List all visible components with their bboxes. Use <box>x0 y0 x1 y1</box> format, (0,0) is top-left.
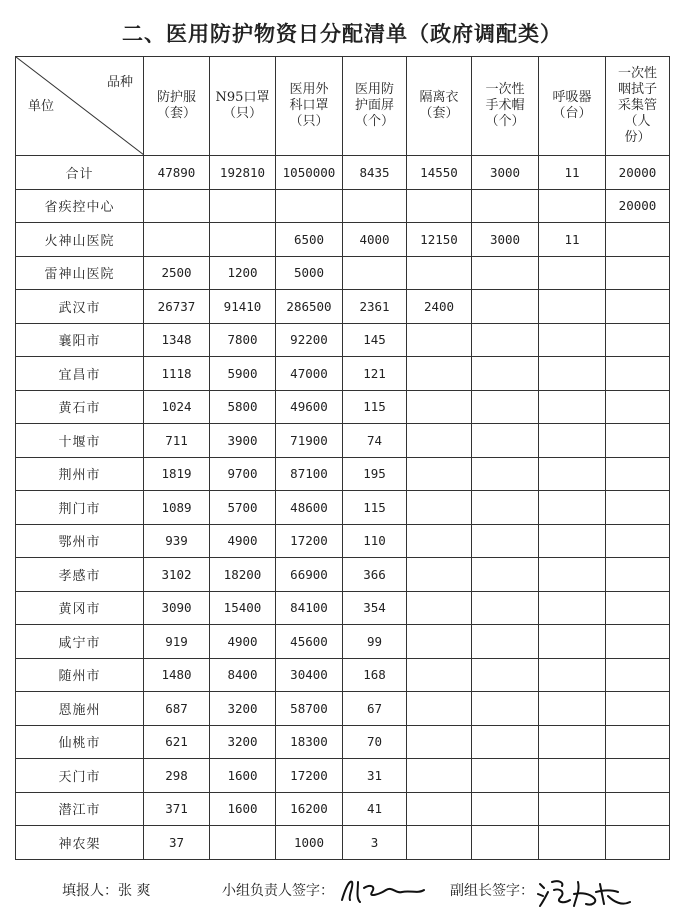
quantity-cell <box>539 424 606 458</box>
quantity-cell: 3102 <box>144 558 210 592</box>
unit-name-cell: 雷神山医院 <box>16 256 144 290</box>
quantity-cell <box>472 792 539 826</box>
column-header: 呼吸器 （台） <box>539 57 606 156</box>
quantity-cell: 66900 <box>276 558 343 592</box>
table-row <box>16 792 670 826</box>
quantity-cell: 3000 <box>472 156 539 190</box>
table-row <box>16 189 670 223</box>
table-row <box>16 223 670 257</box>
quantity-cell: 91410 <box>210 290 276 324</box>
quantity-cell <box>472 357 539 391</box>
quantity-cell: 5000 <box>276 256 343 290</box>
quantity-cell: 18300 <box>276 725 343 759</box>
quantity-cell <box>407 591 472 625</box>
quantity-cell: 1480 <box>144 658 210 692</box>
column-header: 医用防 护面屏 （个） <box>343 57 407 156</box>
quantity-cell <box>539 524 606 558</box>
table-row <box>16 491 670 525</box>
quantity-cell <box>606 424 670 458</box>
quantity-cell: 354 <box>343 591 407 625</box>
quantity-cell <box>606 323 670 357</box>
unit-name-cell: 省疾控中心 <box>16 189 144 223</box>
quantity-cell: 711 <box>144 424 210 458</box>
quantity-cell <box>606 256 670 290</box>
unit-name-cell: 咸宁市 <box>16 625 144 659</box>
quantity-cell: 4000 <box>343 223 407 257</box>
unit-name-cell: 鄂州市 <box>16 524 144 558</box>
unit-name-cell: 天门市 <box>16 759 144 793</box>
signature-footer <box>0 876 684 906</box>
quantity-cell <box>539 323 606 357</box>
quantity-cell <box>606 223 670 257</box>
quantity-cell: 12150 <box>407 223 472 257</box>
quantity-cell: 168 <box>343 658 407 692</box>
quantity-cell: 67 <box>343 692 407 726</box>
unit-name-cell: 黄石市 <box>16 390 144 424</box>
quantity-cell <box>407 390 472 424</box>
table-row <box>16 759 670 793</box>
quantity-cell: 31 <box>343 759 407 793</box>
column-header: 隔离衣 （套） <box>407 57 472 156</box>
header-row <box>16 57 670 156</box>
unit-name-cell: 孝感市 <box>16 558 144 592</box>
quantity-cell: 1024 <box>144 390 210 424</box>
quantity-cell <box>606 826 670 860</box>
quantity-cell: 3000 <box>472 223 539 257</box>
quantity-cell <box>407 457 472 491</box>
quantity-cell: 15400 <box>210 591 276 625</box>
quantity-cell: 7800 <box>210 323 276 357</box>
quantity-cell <box>606 591 670 625</box>
quantity-cell <box>539 491 606 525</box>
quantity-cell: 1118 <box>144 357 210 391</box>
quantity-cell <box>472 491 539 525</box>
quantity-cell: 41 <box>343 792 407 826</box>
quantity-cell <box>539 591 606 625</box>
quantity-cell <box>472 558 539 592</box>
quantity-cell: 49600 <box>276 390 343 424</box>
quantity-cell: 3200 <box>210 692 276 726</box>
table-row <box>16 591 670 625</box>
quantity-cell <box>407 524 472 558</box>
quantity-cell <box>472 725 539 759</box>
column-header: 防护服 （套） <box>144 57 210 156</box>
quantity-cell <box>407 323 472 357</box>
column-header: N95口罩 （只） <box>210 57 276 156</box>
quantity-cell <box>407 558 472 592</box>
quantity-cell: 371 <box>144 792 210 826</box>
quantity-cell <box>606 792 670 826</box>
quantity-cell: 45600 <box>276 625 343 659</box>
quantity-cell: 286500 <box>276 290 343 324</box>
quantity-cell <box>407 792 472 826</box>
unit-name-cell: 潜江市 <box>16 792 144 826</box>
quantity-cell <box>144 223 210 257</box>
quantity-cell: 92200 <box>276 323 343 357</box>
quantity-cell <box>606 457 670 491</box>
quantity-cell: 87100 <box>276 457 343 491</box>
quantity-cell <box>472 759 539 793</box>
quantity-cell: 5900 <box>210 357 276 391</box>
quantity-cell: 192810 <box>210 156 276 190</box>
quantity-cell <box>343 189 407 223</box>
quantity-cell: 919 <box>144 625 210 659</box>
quantity-cell: 4900 <box>210 625 276 659</box>
quantity-cell: 1600 <box>210 792 276 826</box>
quantity-cell: 4900 <box>210 524 276 558</box>
quantity-cell: 48600 <box>276 491 343 525</box>
quantity-cell <box>539 792 606 826</box>
quantity-cell: 3 <box>343 826 407 860</box>
quantity-cell <box>472 290 539 324</box>
quantity-cell: 121 <box>343 357 407 391</box>
quantity-cell <box>539 725 606 759</box>
quantity-cell: 30400 <box>276 658 343 692</box>
table-row <box>16 357 670 391</box>
unit-name-cell: 荆州市 <box>16 457 144 491</box>
quantity-cell <box>606 390 670 424</box>
quantity-cell: 74 <box>343 424 407 458</box>
quantity-cell: 1000 <box>276 826 343 860</box>
table-body <box>16 156 670 860</box>
quantity-cell <box>144 189 210 223</box>
quantity-cell <box>606 290 670 324</box>
unit-name-cell: 十堰市 <box>16 424 144 458</box>
table-row <box>16 323 670 357</box>
quantity-cell: 2500 <box>144 256 210 290</box>
quantity-cell: 11 <box>539 156 606 190</box>
corner-label-variety: 品种 <box>106 75 133 90</box>
quantity-cell <box>539 625 606 659</box>
quantity-cell <box>539 558 606 592</box>
quantity-cell <box>606 658 670 692</box>
quantity-cell: 366 <box>343 558 407 592</box>
column-header: 一次性 手术帽 （个） <box>472 57 539 156</box>
quantity-cell: 110 <box>343 524 407 558</box>
quantity-cell: 2400 <box>407 290 472 324</box>
quantity-cell <box>539 826 606 860</box>
quantity-cell: 70 <box>343 725 407 759</box>
quantity-cell: 298 <box>144 759 210 793</box>
quantity-cell: 1200 <box>210 256 276 290</box>
quantity-cell <box>472 826 539 860</box>
quantity-cell <box>407 357 472 391</box>
quantity-cell <box>472 256 539 290</box>
quantity-cell <box>606 625 670 659</box>
quantity-cell <box>606 357 670 391</box>
quantity-cell: 99 <box>343 625 407 659</box>
deputy-signature-image <box>534 876 634 910</box>
quantity-cell <box>472 591 539 625</box>
quantity-cell <box>210 223 276 257</box>
table-row <box>16 424 670 458</box>
quantity-cell: 14550 <box>407 156 472 190</box>
quantity-cell <box>539 357 606 391</box>
quantity-cell <box>472 424 539 458</box>
unit-name-cell: 武汉市 <box>16 290 144 324</box>
unit-name-cell: 襄阳市 <box>16 323 144 357</box>
unit-name-cell: 黄冈市 <box>16 591 144 625</box>
unit-name-cell: 荆门市 <box>16 491 144 525</box>
quantity-cell <box>539 189 606 223</box>
quantity-cell <box>539 256 606 290</box>
quantity-cell: 687 <box>144 692 210 726</box>
quantity-cell <box>407 256 472 290</box>
quantity-cell: 18200 <box>210 558 276 592</box>
quantity-cell <box>606 692 670 726</box>
quantity-cell: 1348 <box>144 323 210 357</box>
quantity-cell: 939 <box>144 524 210 558</box>
filler-label: 填报人：张 爽 <box>62 883 151 899</box>
quantity-cell <box>472 658 539 692</box>
quantity-cell: 3090 <box>144 591 210 625</box>
unit-name-cell: 仙桃市 <box>16 725 144 759</box>
table-row <box>16 826 670 860</box>
quantity-cell: 5700 <box>210 491 276 525</box>
quantity-cell: 8435 <box>343 156 407 190</box>
quantity-cell <box>472 390 539 424</box>
quantity-cell: 621 <box>144 725 210 759</box>
unit-name-cell: 宜昌市 <box>16 357 144 391</box>
quantity-cell <box>343 256 407 290</box>
quantity-cell <box>472 692 539 726</box>
unit-name-cell: 恩施州 <box>16 692 144 726</box>
quantity-cell <box>539 658 606 692</box>
quantity-cell <box>539 390 606 424</box>
quantity-cell <box>210 826 276 860</box>
quantity-cell <box>472 625 539 659</box>
quantity-cell: 2361 <box>343 290 407 324</box>
corner-header-cell <box>16 57 144 156</box>
table-row <box>16 658 670 692</box>
quantity-cell: 58700 <box>276 692 343 726</box>
quantity-cell <box>407 759 472 793</box>
quantity-cell: 71900 <box>276 424 343 458</box>
quantity-cell: 1050000 <box>276 156 343 190</box>
corner-label-unit: 单位 <box>28 99 55 114</box>
quantity-cell <box>407 725 472 759</box>
quantity-cell: 8400 <box>210 658 276 692</box>
quantity-cell: 3900 <box>210 424 276 458</box>
table-row <box>16 692 670 726</box>
leader-signature-label: 小组负责人签字： <box>222 883 334 899</box>
column-header: 一次性 咽拭子 采集管 （人 份） <box>606 57 670 156</box>
quantity-cell <box>539 692 606 726</box>
quantity-cell: 47890 <box>144 156 210 190</box>
unit-name-cell: 随州市 <box>16 658 144 692</box>
table-row <box>16 156 670 190</box>
quantity-cell <box>606 725 670 759</box>
quantity-cell <box>606 491 670 525</box>
quantity-cell: 11 <box>539 223 606 257</box>
quantity-cell: 1089 <box>144 491 210 525</box>
quantity-cell <box>407 189 472 223</box>
unit-name-cell: 神农架 <box>16 826 144 860</box>
quantity-cell <box>407 826 472 860</box>
quantity-cell <box>472 189 539 223</box>
table-row <box>16 524 670 558</box>
table-row <box>16 725 670 759</box>
quantity-cell: 145 <box>343 323 407 357</box>
quantity-cell: 20000 <box>606 189 670 223</box>
quantity-cell <box>472 457 539 491</box>
unit-name-cell: 合计 <box>16 156 144 190</box>
quantity-cell <box>606 558 670 592</box>
quantity-cell: 16200 <box>276 792 343 826</box>
quantity-cell <box>407 658 472 692</box>
quantity-cell: 26737 <box>144 290 210 324</box>
quantity-cell: 5800 <box>210 390 276 424</box>
table-row <box>16 390 670 424</box>
allocation-table <box>15 56 670 860</box>
table-row <box>16 558 670 592</box>
quantity-cell <box>539 457 606 491</box>
document-title: 二、医用防护物资日分配清单（政府调配类） <box>122 21 562 46</box>
quantity-cell: 47000 <box>276 357 343 391</box>
quantity-cell: 6500 <box>276 223 343 257</box>
deputy-signature-label: 副组长签字： <box>450 883 534 899</box>
quantity-cell <box>407 424 472 458</box>
quantity-cell <box>407 692 472 726</box>
unit-name-cell: 火神山医院 <box>16 223 144 257</box>
quantity-cell: 115 <box>343 390 407 424</box>
quantity-cell: 1600 <box>210 759 276 793</box>
quantity-cell <box>407 491 472 525</box>
table-row <box>16 256 670 290</box>
quantity-cell <box>606 759 670 793</box>
quantity-cell: 17200 <box>276 524 343 558</box>
quantity-cell <box>539 290 606 324</box>
quantity-cell: 84100 <box>276 591 343 625</box>
quantity-cell <box>210 189 276 223</box>
quantity-cell: 37 <box>144 826 210 860</box>
quantity-cell <box>276 189 343 223</box>
quantity-cell <box>539 759 606 793</box>
quantity-cell <box>606 524 670 558</box>
table-row <box>16 625 670 659</box>
quantity-cell: 195 <box>343 457 407 491</box>
quantity-cell <box>472 323 539 357</box>
quantity-cell <box>472 524 539 558</box>
column-header: 医用外 科口罩 （只） <box>276 57 343 156</box>
quantity-cell: 9700 <box>210 457 276 491</box>
quantity-cell: 3200 <box>210 725 276 759</box>
quantity-cell: 1819 <box>144 457 210 491</box>
quantity-cell <box>407 625 472 659</box>
table-row <box>16 290 670 324</box>
leader-signature-image <box>336 876 428 906</box>
table-row <box>16 457 670 491</box>
quantity-cell: 20000 <box>606 156 670 190</box>
quantity-cell: 17200 <box>276 759 343 793</box>
quantity-cell: 115 <box>343 491 407 525</box>
